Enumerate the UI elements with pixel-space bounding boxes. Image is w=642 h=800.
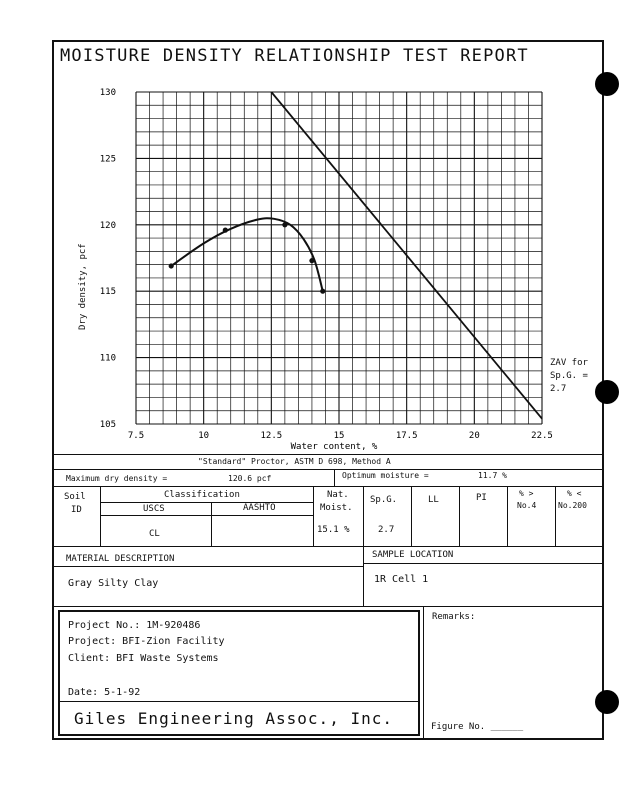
pi-header: PI xyxy=(476,493,487,503)
y-tick-label: 130 xyxy=(99,88,116,98)
material-description-label: MATERIAL DESCRIPTION xyxy=(66,554,175,564)
material-description-value: Gray Silty Clay xyxy=(68,578,159,589)
sample-location-label: SAMPLE LOCATION xyxy=(372,550,454,560)
aashto-header: AASHTO xyxy=(243,503,276,513)
uscs-value: CL xyxy=(149,529,160,539)
ll-header: LL xyxy=(428,495,439,505)
sample-location-value: 1R Cell 1 xyxy=(374,574,429,585)
x-tick-label: 20 xyxy=(468,431,480,441)
chart-grid xyxy=(136,92,542,424)
zav-annotation-line1: ZAV for xyxy=(550,358,588,368)
spg-header: Sp.G. xyxy=(370,495,398,505)
y-tick-label: 120 xyxy=(99,220,116,231)
y-tick-label: 115 xyxy=(99,287,116,298)
no4-header-2: No.4 xyxy=(517,501,537,510)
data-point xyxy=(169,263,174,268)
y-tick-label: 110 xyxy=(99,353,116,364)
spg-value: 2.7 xyxy=(378,525,395,535)
nat-moist-header-2: Moist. xyxy=(320,503,353,513)
x-tick-label: 17.5 xyxy=(395,431,418,441)
punch-hole xyxy=(595,690,619,714)
classification-header: Classification xyxy=(164,490,240,500)
data-point xyxy=(282,222,287,227)
y-axis-label: Dry density, pcf xyxy=(78,243,88,330)
zav-annotation-line3: 2.7 xyxy=(550,384,567,394)
report-date: Date: 5-1-92 xyxy=(68,687,141,698)
x-tick-label: 15 xyxy=(333,431,345,441)
chart-series xyxy=(169,92,542,419)
y-tick-label: 125 xyxy=(99,154,116,165)
data-point xyxy=(309,258,314,263)
y-tick-label: 105 xyxy=(99,420,116,430)
x-tick-label: 12.5 xyxy=(260,431,283,441)
no200-header-2: No.200 xyxy=(558,501,587,510)
max-dry-density-label: Maximum dry density = xyxy=(66,474,168,483)
data-point xyxy=(223,228,228,233)
x-tick-label: 10 xyxy=(198,431,210,441)
project-number: Project No.: 1M-920486 xyxy=(68,620,201,631)
x-axis-label: Water content, % xyxy=(290,442,378,452)
soil-id-header-2: ID xyxy=(71,505,82,515)
data-point xyxy=(320,289,325,294)
uscs-header: USCS xyxy=(143,504,165,514)
nat-moist-value: 15.1 % xyxy=(317,525,350,535)
project-name: Project: BFI-Zion Facility xyxy=(68,636,225,647)
zav-annotation-line2: Sp.G. = xyxy=(550,371,588,381)
report-title: MOISTURE DENSITY RELATIONSHIP TEST REPORT xyxy=(60,46,529,66)
compaction-curve xyxy=(171,218,323,291)
no200-header: % < xyxy=(567,489,582,498)
nat-moist-header: Nat. xyxy=(327,490,349,500)
max-dry-density-value: 120.6 pcf xyxy=(228,474,272,483)
compaction-chart xyxy=(52,80,602,455)
figure-number: Figure No. ______ xyxy=(431,722,524,732)
remarks-label: Remarks: xyxy=(432,612,476,622)
optimum-moisture-label: Optimum moisture = xyxy=(342,471,429,480)
soil-id-header: Soil xyxy=(64,492,86,502)
x-tick-label: 7.5 xyxy=(127,431,145,441)
no4-header: % > xyxy=(519,489,534,498)
client-name: Client: BFI Waste Systems xyxy=(68,653,219,664)
company-name: Giles Engineering Assoc., Inc. xyxy=(74,709,393,728)
proctor-method: "Standard" Proctor, ASTM D 698, Method A xyxy=(198,457,391,466)
x-tick-label: 22.5 xyxy=(531,431,553,441)
optimum-moisture-value: 11.7 % xyxy=(478,471,507,480)
